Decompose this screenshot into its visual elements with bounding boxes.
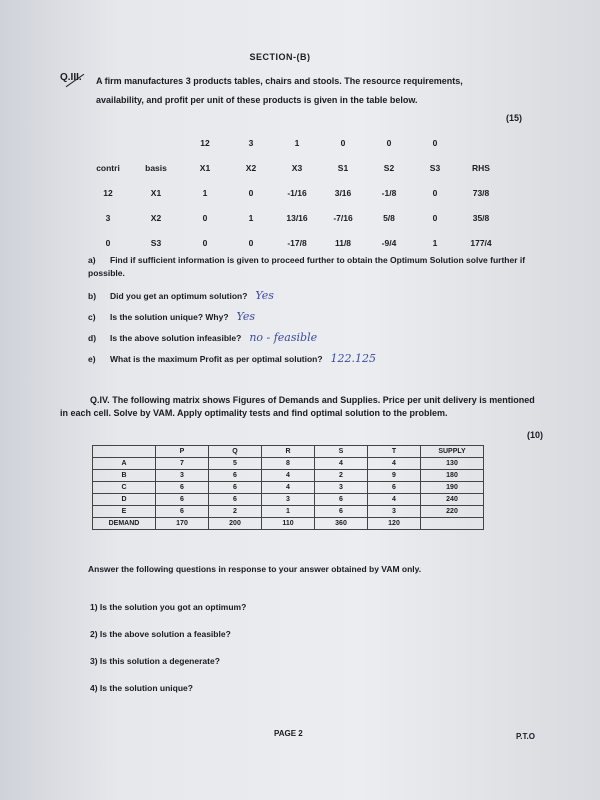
table-cell: 0 bbox=[248, 237, 254, 248]
table-row bbox=[86, 205, 504, 230]
table-cell: 4 bbox=[368, 458, 421, 470]
table-cell: 3 bbox=[105, 212, 111, 223]
table-cell bbox=[421, 518, 484, 530]
table-row bbox=[93, 458, 484, 470]
table-cell: 6 bbox=[156, 494, 209, 506]
table-cell: 200 bbox=[209, 518, 262, 530]
answer-question: 1) Is the solution you got an optimum? bbox=[90, 602, 247, 612]
table-cell: 12 bbox=[200, 137, 210, 148]
column-header: X3 bbox=[291, 162, 303, 173]
table-row bbox=[93, 506, 484, 518]
table-cell: 3 bbox=[248, 137, 254, 148]
table-cell: 3 bbox=[315, 482, 368, 494]
table-cell: 13/16 bbox=[286, 212, 308, 223]
table-cell: -9/4 bbox=[381, 237, 397, 248]
table-cell: 190 bbox=[421, 482, 484, 494]
row-header: D bbox=[93, 494, 156, 506]
table-cell: 220 bbox=[421, 506, 484, 518]
answer-intro: Answer the following questions in response to your answer obtained by VAM only. bbox=[88, 564, 422, 574]
table-cell: 0 bbox=[202, 212, 208, 223]
table-cell: -7/16 bbox=[333, 212, 353, 223]
demand-row bbox=[93, 518, 484, 530]
table-cell: 6 bbox=[315, 506, 368, 518]
sub-question-c bbox=[88, 310, 558, 324]
table-cell: 2 bbox=[209, 506, 262, 518]
table-cell: 3 bbox=[368, 506, 421, 518]
handwritten-answer: Yes bbox=[236, 310, 255, 323]
table-cell: 2 bbox=[315, 470, 368, 482]
table-cell: 120 bbox=[368, 518, 421, 530]
column-header: S1 bbox=[337, 162, 349, 173]
column-header: S3 bbox=[429, 162, 441, 173]
table-cell: 170 bbox=[156, 518, 209, 530]
table-row bbox=[93, 470, 484, 482]
sub-question-letter: e) bbox=[88, 354, 96, 364]
question-4-text bbox=[60, 394, 540, 420]
page-number: PAGE 2 bbox=[274, 729, 303, 738]
sub-question-letter: b) bbox=[88, 291, 97, 301]
question-3-text: A firm manufactures 3 products tables, chairs and stools. The resource requirements, availability, and profit per unit of these products is given in the table below. bbox=[96, 76, 463, 105]
table-cell: 35/8 bbox=[472, 212, 490, 223]
sub-question-text: Find if sufficient information is given to proceed further to obtain the Optimum Solution solve further if possible. bbox=[88, 255, 526, 278]
table-cell: 360 bbox=[315, 518, 368, 530]
column-header: X1 bbox=[199, 162, 211, 173]
column-header: T bbox=[368, 446, 421, 458]
sub-question-letter: d) bbox=[88, 333, 97, 343]
table-cell: 6 bbox=[315, 494, 368, 506]
column-header: RHS bbox=[472, 162, 490, 173]
table-cell: 8 bbox=[262, 458, 315, 470]
column-header: SUPPLY bbox=[421, 446, 484, 458]
table-cell: X1 bbox=[150, 187, 162, 198]
table-cell: 0 bbox=[202, 237, 208, 248]
table-cell: 6 bbox=[156, 482, 209, 494]
sub-question-text: Did you get an optimum solution? bbox=[110, 291, 248, 301]
column-header: X2 bbox=[245, 162, 257, 173]
column-header: R bbox=[262, 446, 315, 458]
table-cell: 3 bbox=[156, 470, 209, 482]
table-row bbox=[93, 482, 484, 494]
table-row bbox=[86, 180, 504, 205]
column-header: Q bbox=[209, 446, 262, 458]
table-cell: 73/8 bbox=[472, 187, 490, 198]
table-cell: 3 bbox=[262, 494, 315, 506]
table-cell: 0 bbox=[340, 137, 346, 148]
sub-question-text: Is the solution unique? Why? bbox=[110, 312, 229, 322]
table-cell: 7 bbox=[156, 458, 209, 470]
table-cell: 110 bbox=[262, 518, 315, 530]
table-cell: 4 bbox=[262, 482, 315, 494]
table-cell: -17/8 bbox=[287, 237, 307, 248]
table-cell: -1/16 bbox=[287, 187, 307, 198]
table-cell: 11/8 bbox=[334, 237, 352, 248]
table-header-row bbox=[86, 155, 504, 180]
table-cell: S3 bbox=[150, 237, 162, 248]
table-cell: 240 bbox=[421, 494, 484, 506]
sub-question-b bbox=[88, 289, 558, 303]
table-header-row bbox=[93, 446, 484, 458]
table-cell: 1 bbox=[248, 212, 254, 223]
question-3-label: Q.III. bbox=[60, 72, 82, 83]
table-cell: 177/4 bbox=[470, 237, 492, 248]
sub-question-e bbox=[88, 352, 558, 366]
table-row bbox=[86, 230, 504, 255]
column-header: S2 bbox=[383, 162, 395, 173]
table-cell: 0 bbox=[248, 187, 254, 198]
table-cell: 0 bbox=[105, 237, 111, 248]
table-cell: 180 bbox=[421, 470, 484, 482]
table-cell: X2 bbox=[150, 212, 162, 223]
table-cell: 6 bbox=[209, 494, 262, 506]
answer-question: 2) Is the above solution a feasible? bbox=[90, 629, 231, 639]
question-4-body: The following matrix shows Figures of Demands and Supplies. Price per unit delivery is mentioned in each cell. Solve by VAM. Apply optimality tests and find optimal solution to the problem. bbox=[60, 395, 535, 418]
question-4-marks: (10) bbox=[527, 430, 544, 440]
table-cell: 4 bbox=[368, 494, 421, 506]
table-cell: 1 bbox=[432, 237, 438, 248]
table-cell: 4 bbox=[315, 458, 368, 470]
column-header: S bbox=[315, 446, 368, 458]
table-cell: 0 bbox=[432, 212, 438, 223]
table-cell: -1/8 bbox=[381, 187, 397, 198]
table-cell: 6 bbox=[209, 482, 262, 494]
table-cell: 0 bbox=[386, 137, 392, 148]
handwritten-answer: no - feasible bbox=[249, 331, 318, 344]
table-cell: 1 bbox=[262, 506, 315, 518]
column-header: P bbox=[156, 446, 209, 458]
column-header bbox=[93, 446, 156, 458]
row-header: A bbox=[93, 458, 156, 470]
table-cell: 5 bbox=[209, 458, 262, 470]
table-cell: 12 bbox=[103, 187, 113, 198]
transportation-table bbox=[92, 445, 484, 530]
table-cell: 9 bbox=[368, 470, 421, 482]
handwritten-answer: 122.125 bbox=[330, 352, 377, 365]
table-cell: 3/16 bbox=[334, 187, 352, 198]
answer-question: 3) Is this solution a degenerate? bbox=[90, 656, 220, 666]
row-header: C bbox=[93, 482, 156, 494]
table-cell: 0 bbox=[432, 187, 438, 198]
table-cell bbox=[458, 130, 504, 155]
sub-question-letter: c) bbox=[88, 312, 96, 322]
row-header: B bbox=[93, 470, 156, 482]
sub-question-letter: a) bbox=[88, 255, 96, 265]
column-header: contri bbox=[96, 162, 120, 173]
section-title: SECTION-(B) bbox=[249, 52, 311, 62]
sub-question-d bbox=[88, 331, 558, 345]
answer-question: 4) Is the solution unique? bbox=[90, 683, 193, 693]
question-3-marks: (15) bbox=[506, 113, 523, 123]
table-row bbox=[86, 130, 504, 155]
pto-note: P.T.O bbox=[516, 732, 535, 741]
table-cell: 6 bbox=[156, 506, 209, 518]
sub-question-text: What is the maximum Profit as per optimal solution? bbox=[110, 354, 323, 364]
row-header: DEMAND bbox=[93, 518, 156, 530]
table-cell: 130 bbox=[421, 458, 484, 470]
column-header: basis bbox=[145, 162, 167, 173]
handwritten-answer: Yes bbox=[255, 289, 274, 302]
row-header: E bbox=[93, 506, 156, 518]
table-cell bbox=[86, 130, 130, 155]
table-cell bbox=[130, 130, 182, 155]
table-cell: 6 bbox=[368, 482, 421, 494]
table-cell: 0 bbox=[432, 137, 438, 148]
table-row bbox=[93, 494, 484, 506]
table-cell: 5/8 bbox=[383, 212, 395, 223]
question-4-label: Q.IV. bbox=[90, 395, 110, 405]
sub-question-a bbox=[88, 254, 558, 280]
sub-question-text: Is the above solution infeasible? bbox=[110, 333, 242, 343]
table-cell: 6 bbox=[209, 470, 262, 482]
table-cell: 1 bbox=[202, 187, 208, 198]
table-cell: 4 bbox=[262, 470, 315, 482]
table-cell: 1 bbox=[294, 137, 300, 148]
simplex-table bbox=[86, 130, 504, 255]
